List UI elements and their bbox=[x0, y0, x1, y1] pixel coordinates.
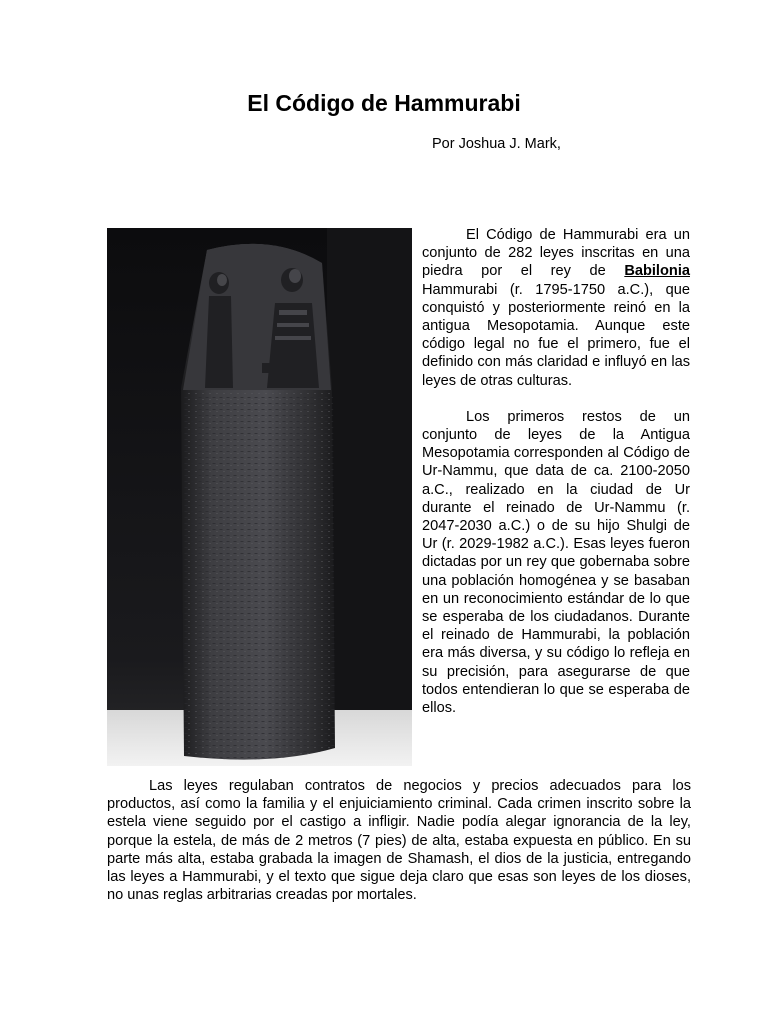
document-title: El Código de Hammurabi bbox=[247, 90, 521, 116]
ur-nammu-paragraph: Los primeros restos de un conjunto de leyes de la Antigua Mesopotamia corresponden al Código de Ur-Nammu, que data de ca. 2100-2050 a.C., realizado en la ciudad de Ur durante el reinado de Ur-Nammu (r. 2047-2030 a.C.) o de su hijo Shulgi de Ur (r. 2029-1982 a.C.). Esas leyes fueron dictadas por un rey que gobernaba sobre una población homogénea y se basaban en un reconocimiento estándar de lo que se esperaba de los ciudadanos. Durante el reinado de Hammurabi, la población era más diversa, y su código lo refleja en su precisión, para asegurarse de que todos entendieran lo que se esperaba de ellos. bbox=[422, 408, 690, 717]
babilonia-link[interactable]: Babilonia bbox=[624, 263, 690, 280]
intro-text-end: Hammurabi (r. 1795-1750 a.C.), que conquistó y posteriormente reinó en la antigua Mesopotamia. Aunque este código legal no fue el primero, fue el definido con más claridad e influyó en las leyes de otras culturas. bbox=[422, 281, 690, 389]
intro-paragraph bbox=[422, 226, 690, 390]
laws-paragraph: Las leyes regulaban contratos de negocios y precios adecuados para los productos, así como la familia y el enjuiciamiento criminal. Cada crimen inscrito sobre la estela viene seguido por el castigo a infligir. Nadie podía alegar ignorancia de la ley, porque la estela, de más de 2 metros (7 pies) de alta, estaba expuesta en público. En su parte más alta, estaba grabada la imagen de Shamash, el dios de la justicia, entregando las leyes a Hammurabi, y el texto que sigue deja claro que esas son leyes de los dioses, no unas reglas arbitrarias creadas por mortales. bbox=[107, 778, 691, 904]
intro-text-start: El Código de Hammurabi era un conjunto de 282 leyes inscritas en una piedra por el rey de bbox=[422, 227, 690, 280]
author-line: Por Joshua J. Mark, bbox=[432, 136, 561, 152]
intro-text-column bbox=[422, 226, 690, 735]
stele-photo-icon bbox=[107, 228, 412, 766]
